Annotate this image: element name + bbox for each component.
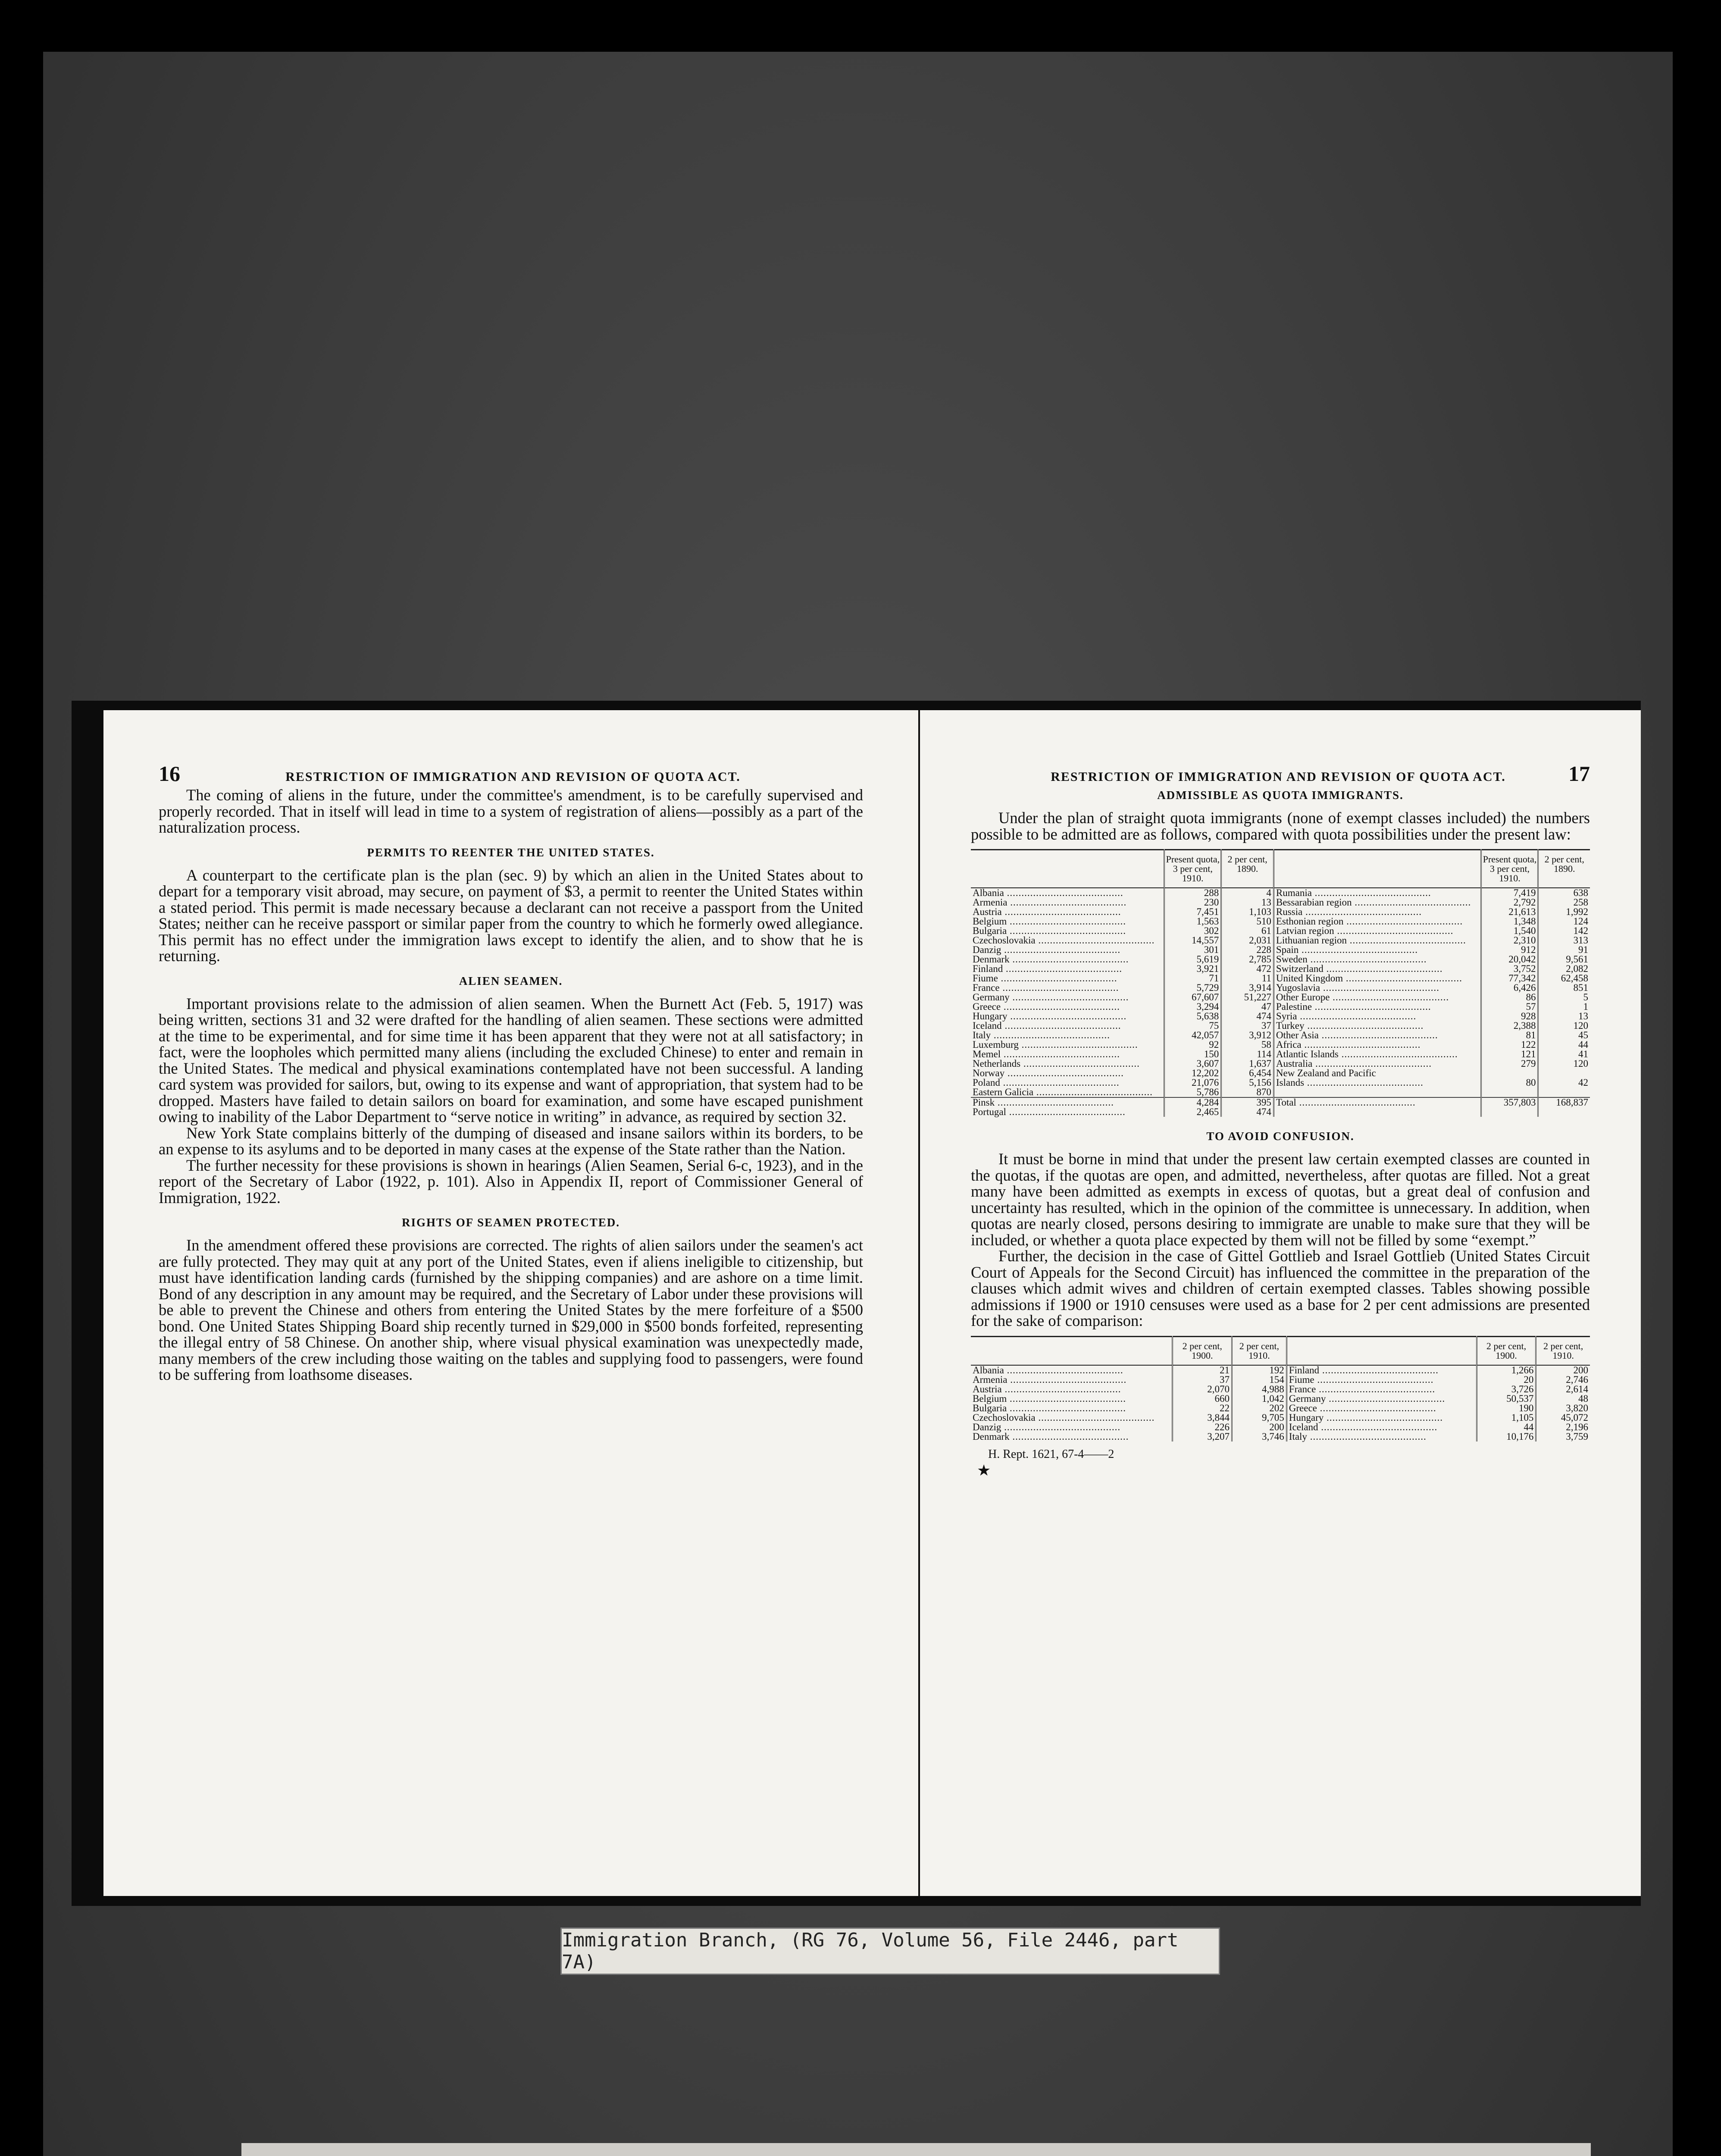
table-cell-country: Denmark ..... bbox=[971, 1432, 1173, 1442]
table-cell-value: 7,451 bbox=[1164, 907, 1221, 917]
table-cell-value: 6,426 bbox=[1481, 983, 1538, 993]
archive-card-backing bbox=[241, 2143, 1591, 2156]
table-row bbox=[971, 1059, 1590, 1069]
table-cell-value: 61 bbox=[1221, 926, 1274, 936]
left-body bbox=[159, 787, 863, 1383]
table-row bbox=[971, 1107, 1590, 1117]
table-cell-country bbox=[1274, 1107, 1481, 1117]
table-cell-value: 77,342 bbox=[1481, 974, 1538, 983]
table-cell-value: 313 bbox=[1538, 936, 1590, 945]
table-cell-value: 302 bbox=[1164, 926, 1221, 936]
table-cell-country: Austria ..... bbox=[971, 1385, 1173, 1394]
table-cell-country: Pinsk ..... bbox=[971, 1097, 1164, 1107]
table-row bbox=[971, 907, 1590, 917]
table-cell-value: 474 bbox=[1221, 1012, 1274, 1021]
table-row bbox=[971, 1078, 1590, 1087]
table-header bbox=[1274, 850, 1481, 888]
table-cell-value: 474 bbox=[1221, 1107, 1274, 1117]
table-cell-value: 851 bbox=[1538, 983, 1590, 993]
table-row bbox=[971, 1097, 1590, 1107]
quota-table-2-body bbox=[971, 1365, 1590, 1442]
table-header: Present quota, 3 per cent, 1910. bbox=[1164, 850, 1221, 888]
table-row bbox=[971, 1050, 1590, 1059]
table-cell-country: Islands ..... bbox=[1274, 1078, 1481, 1087]
table-cell-value: 226 bbox=[1173, 1423, 1232, 1432]
confusion-paragraph-2: Further, the decision in the case of Gittel Gottlieb and Israel Gottlieb (United States Circuit Court of Appeals for the Second Circuit) has influenced the committee in the preparation of the clauses which admit wives and children of certain exempted classes. Tables showing possible admissions if 1900 or 1910 censuses were used as a base for 2 per cent admissions are presented for the sake of comparison: bbox=[971, 1247, 1590, 1329]
heading-avoid-confusion: TO AVOID CONFUSION. bbox=[1206, 1130, 1355, 1143]
table-cell-value: 154 bbox=[1232, 1375, 1287, 1385]
table-header: Present quota, 3 per cent, 1910. bbox=[1481, 850, 1538, 888]
footnote bbox=[971, 1448, 1590, 1461]
table-row bbox=[971, 1365, 1590, 1375]
table-cell-value: 395 bbox=[1221, 1097, 1274, 1107]
table-cell-value: 3,294 bbox=[1164, 1002, 1221, 1012]
table-cell-value bbox=[1538, 1069, 1590, 1078]
table-cell-value: 71 bbox=[1164, 974, 1221, 983]
table-row bbox=[971, 1040, 1590, 1050]
table-cell-value: 2,082 bbox=[1538, 964, 1590, 974]
rights-paragraph: In the amendment offered these provisions are corrected. The rights of alien sailors under the seamen's act are fully protected. They may quit at any port of the United States, even if aliens ineligible to citizenship, but must have identification landing cards (furnished by the shipping companies) and are ashore on a time limit. Bond of any description in any amount may be required, and the Secretary of Labor under these provisions will be able to prevent the Chinese and others from entering the United States by the mere forfeiture of a $500 bond. One United States Shipping Board ship recently turned in $29,000 in $500 bonds forfeited, representing the illegal entry of 58 Chinese. On another ship, where visual physical examination was unexpectedly made, many members of the crew including those waiting on the tables and supplying food to passengers, were found to be suffering from loathsome diseases. bbox=[159, 1236, 863, 1383]
table-cell-country: Albania ..... bbox=[971, 888, 1164, 898]
heading-admissible: ADMISSIBLE AS QUOTA IMMIGRANTS. bbox=[1157, 789, 1404, 802]
table-cell-value: 58 bbox=[1221, 1040, 1274, 1050]
confusion-paragraph-1: It must be borne in mind that under the present law certain exempted classes are counted in the quotas, if the quotas are open, and admitted, nevertheless, after quotas are filled. Not a great many have been admitted as exempts in excess of quotas, but a great deal of confusion and uncertainty has resulted, which in the opinion of the committee is unnecessary. In addition, when quotas are nearly closed, persons desiring to immigrate are unable to make sure that they will be included, or whether a quota place expected by them will not be filled by some “exempt.” bbox=[971, 1150, 1590, 1249]
table-cell-value: 150 bbox=[1164, 1050, 1221, 1059]
admissible-paragraph: Under the plan of straight quota immigrants (none of exempt classes included) the numbers possible to be admitted are as follows, compared with quota possibilities under the present law: bbox=[971, 809, 1590, 843]
table-cell-value: 142 bbox=[1538, 926, 1590, 936]
table-row bbox=[971, 1385, 1590, 1394]
table-row bbox=[971, 1404, 1590, 1413]
table-cell-value: 37 bbox=[1221, 1021, 1274, 1031]
table-cell-value: 5 bbox=[1538, 993, 1590, 1002]
heading-permits: PERMITS TO REENTER THE UNITED STATES. bbox=[367, 846, 655, 859]
table-cell-value: 870 bbox=[1221, 1087, 1274, 1097]
table-cell-country: France ..... bbox=[971, 983, 1164, 993]
table-cell-value: 2,792 bbox=[1481, 898, 1538, 907]
table-cell-country: Memel ..... bbox=[971, 1050, 1164, 1059]
quota-table-1-header bbox=[971, 850, 1590, 888]
table-cell-country: Turkey ..... bbox=[1274, 1021, 1481, 1031]
table-cell-country: Norway ..... bbox=[971, 1069, 1164, 1078]
table-cell-country: Latvian region ..... bbox=[1274, 926, 1481, 936]
table-cell-value: 660 bbox=[1173, 1394, 1232, 1404]
seamen-paragraph-1: Important provisions relate to the admission of alien seamen. When the Burnett Act (Feb. 5, 1917) was being written, sections 31 and 32 were drafted for the handling of alien seamen. These sections were admitted at the time to be experimental, and for sime time it has been apparent that they were not at all satisfactory; in fact, were the loopholes which permitted many aliens (including the excluded Chinese) to enter and remain in the United States. The medical and physical examinations contemplated have not been successful. A landing card system was provided for sailors, but, owing to its expense and want of appropriation, that system had to be dropped. Masters have failed to detain sailors on board for examination, and some have escaped punishment owing to inability of the Labor Department to “serve notice in writing” in advance, as required by section 32. bbox=[159, 994, 863, 1125]
seamen-paragraph-2: New York State complains bitterly of the dumping of diseased and insane sailors within its borders, to be an expense to its asylums and to be deported in many cases at the expense of the State rather than the Nation. bbox=[159, 1124, 863, 1158]
table-row bbox=[971, 1012, 1590, 1021]
archive-reference-label bbox=[560, 1927, 1220, 1975]
table-cell-value: 1,105 bbox=[1477, 1413, 1536, 1423]
table-cell-country: Luxemburg ..... bbox=[971, 1040, 1164, 1050]
table-cell-value: 192 bbox=[1232, 1365, 1287, 1375]
table-cell-country: Yugoslavia ..... bbox=[1274, 983, 1481, 993]
table-row bbox=[971, 1375, 1590, 1385]
table-cell-country: France ..... bbox=[1286, 1385, 1477, 1394]
table-cell-country: Belgium ..... bbox=[971, 1394, 1173, 1404]
table-row bbox=[971, 974, 1590, 983]
table-row bbox=[971, 917, 1590, 926]
table-row bbox=[971, 1069, 1590, 1078]
intro-paragraph: The coming of aliens in the future, under the committee's amendment, is to be carefully supervised and properly recorded. That in itself will lead in time to a system of registration of aliens—possibly as a part of the naturalization process. bbox=[159, 786, 863, 836]
table-row bbox=[971, 888, 1590, 898]
table-cell-value: 21 bbox=[1173, 1365, 1232, 1375]
table-cell-country: Czechoslovakia ..... bbox=[971, 1413, 1173, 1423]
quota-table-2 bbox=[971, 1336, 1590, 1442]
left-page bbox=[103, 710, 918, 1896]
table-cell-value: 2,785 bbox=[1221, 955, 1274, 964]
table-cell-value: 2,031 bbox=[1221, 936, 1274, 945]
table-cell-value: 4 bbox=[1221, 888, 1274, 898]
seamen-paragraph-3: The further necessity for these provisions is shown in hearings (Alien Seamen, Serial 6-c, 1923), and in the report of the Secretary of Labor (1922, p. 101). Also in Appendix II, report of Commissioner General of Immigration, 1922. bbox=[159, 1156, 863, 1206]
quota-table-1-body bbox=[971, 888, 1590, 1117]
table-cell-value: 121 bbox=[1481, 1050, 1538, 1059]
table-cell-country: United Kingdom ..... bbox=[1274, 974, 1481, 983]
table-cell-value: 2,070 bbox=[1173, 1385, 1232, 1394]
table-cell-country: Total ..... bbox=[1274, 1097, 1481, 1107]
table-cell-value: 190 bbox=[1477, 1404, 1536, 1413]
table-cell-value: 62,458 bbox=[1538, 974, 1590, 983]
table-cell-value: 1,103 bbox=[1221, 907, 1274, 917]
table-cell-country: Fiume ..... bbox=[971, 974, 1164, 983]
table-cell-country: Greece ..... bbox=[1286, 1404, 1477, 1413]
left-page-number: 16 bbox=[159, 761, 180, 786]
table-row bbox=[971, 898, 1590, 907]
table-cell-value: 21,076 bbox=[1164, 1078, 1221, 1087]
table-cell-value: 92 bbox=[1164, 1040, 1221, 1050]
table-cell-value: 3,726 bbox=[1477, 1385, 1536, 1394]
table-cell-value: 1,266 bbox=[1477, 1365, 1536, 1375]
table-cell-value: 3,820 bbox=[1536, 1404, 1590, 1413]
table-header: 2 per cent, 1890. bbox=[1538, 850, 1590, 888]
table-cell-value: 3,844 bbox=[1173, 1413, 1232, 1423]
table-row bbox=[971, 926, 1590, 936]
table-cell-value: 5,729 bbox=[1164, 983, 1221, 993]
table-cell-country: Portugal ..... bbox=[971, 1107, 1164, 1117]
table-cell-value: 202 bbox=[1232, 1404, 1287, 1413]
table-cell-value: 1,563 bbox=[1164, 917, 1221, 926]
table-cell-value: 124 bbox=[1538, 917, 1590, 926]
table-cell-value bbox=[1538, 1107, 1590, 1117]
table-header: 2 per cent, 1910. bbox=[1232, 1336, 1287, 1365]
table-cell-value: 81 bbox=[1481, 1031, 1538, 1040]
document-spread bbox=[72, 701, 1641, 1906]
table-header bbox=[971, 1336, 1173, 1365]
table-cell-value bbox=[1481, 1087, 1538, 1097]
table-cell-country: Armenia ..... bbox=[971, 1375, 1173, 1385]
table-cell-value: 5,156 bbox=[1221, 1078, 1274, 1087]
table-cell-country: Finland ..... bbox=[971, 964, 1164, 974]
table-cell-value: 50,537 bbox=[1477, 1394, 1536, 1404]
table-cell-value: 42 bbox=[1538, 1078, 1590, 1087]
table-cell-country: Other Asia ..... bbox=[1274, 1031, 1481, 1040]
table-cell-country: Bulgaria ..... bbox=[971, 1404, 1173, 1413]
table-cell-country: Syria ..... bbox=[1274, 1012, 1481, 1021]
table-row bbox=[971, 983, 1590, 993]
quota-table-1 bbox=[971, 849, 1590, 1117]
table-cell-value: 7,419 bbox=[1481, 888, 1538, 898]
table-cell-country: Fiume ..... bbox=[1286, 1375, 1477, 1385]
table-cell-value: 3,752 bbox=[1481, 964, 1538, 974]
table-cell-value: 2,465 bbox=[1164, 1107, 1221, 1117]
table-cell-value: 13 bbox=[1221, 898, 1274, 907]
right-page bbox=[920, 710, 1641, 1896]
table-cell-value: 638 bbox=[1538, 888, 1590, 898]
right-page-number: 17 bbox=[1568, 761, 1590, 786]
table-cell-country: Rumania ..... bbox=[1274, 888, 1481, 898]
table-row bbox=[971, 936, 1590, 945]
table-cell-country: Netherlands ..... bbox=[971, 1059, 1164, 1069]
table-cell-value: 3,207 bbox=[1173, 1432, 1232, 1442]
table-cell-value: 200 bbox=[1232, 1423, 1287, 1432]
table-header: 2 per cent, 1900. bbox=[1477, 1336, 1536, 1365]
table-cell-value: 13 bbox=[1538, 1012, 1590, 1021]
table-header bbox=[1286, 1336, 1477, 1365]
table-cell-country: Sweden ..... bbox=[1274, 955, 1481, 964]
footnote-text: H. Rept. 1621, 67-4——2 bbox=[988, 1447, 1114, 1461]
table-header: 2 per cent, 1910. bbox=[1536, 1336, 1590, 1365]
table-cell-value: 120 bbox=[1538, 1021, 1590, 1031]
table-cell-value: 44 bbox=[1477, 1423, 1536, 1432]
table-cell-value: 5,619 bbox=[1164, 955, 1221, 964]
table-cell-value: 258 bbox=[1538, 898, 1590, 907]
table-cell-country: New Zealand and Pacific bbox=[1274, 1069, 1481, 1078]
table-cell-value: 45,072 bbox=[1536, 1413, 1590, 1423]
table-cell-value: 288 bbox=[1164, 888, 1221, 898]
heading-rights-seamen: RIGHTS OF SEAMEN PROTECTED. bbox=[401, 1216, 620, 1229]
table-cell-value: 301 bbox=[1164, 945, 1221, 955]
left-running-head bbox=[159, 761, 863, 787]
table-cell-value: 5,786 bbox=[1164, 1087, 1221, 1097]
table-cell-country: Atlantic Islands ..... bbox=[1274, 1050, 1481, 1059]
table-cell-country: Italy ..... bbox=[971, 1031, 1164, 1040]
table-cell-value: 41 bbox=[1538, 1050, 1590, 1059]
table-cell-country: Bulgaria ..... bbox=[971, 926, 1164, 936]
table-cell-country: Africa ..... bbox=[1274, 1040, 1481, 1050]
table-cell-value: 67,607 bbox=[1164, 993, 1221, 1002]
table-cell-value bbox=[1481, 1069, 1538, 1078]
table-cell-value: 86 bbox=[1481, 993, 1538, 1002]
table-cell-value: 10,176 bbox=[1477, 1432, 1536, 1442]
right-running-head bbox=[971, 761, 1590, 787]
table-cell-value: 75 bbox=[1164, 1021, 1221, 1031]
table-cell-value: 37 bbox=[1173, 1375, 1232, 1385]
table-cell-value: 120 bbox=[1538, 1059, 1590, 1069]
table-cell-value: 510 bbox=[1221, 917, 1274, 926]
table-cell-value: 2,614 bbox=[1536, 1385, 1590, 1394]
table-cell-country: Hungary ..... bbox=[1286, 1413, 1477, 1423]
table-cell-country: Iceland ..... bbox=[1286, 1423, 1477, 1432]
table-cell-country: Australia ..... bbox=[1274, 1059, 1481, 1069]
table-row bbox=[971, 1413, 1590, 1423]
table-cell-value bbox=[1538, 1087, 1590, 1097]
table-cell-value: 45 bbox=[1538, 1031, 1590, 1040]
table-cell-value: 51,227 bbox=[1221, 993, 1274, 1002]
table-cell-value: 47 bbox=[1221, 1002, 1274, 1012]
table-cell-country: Czechoslovakia ..... bbox=[971, 936, 1164, 945]
table-cell-country: Finland ..... bbox=[1286, 1365, 1477, 1375]
table-cell-value: 228 bbox=[1221, 945, 1274, 955]
table-cell-value: 21,613 bbox=[1481, 907, 1538, 917]
table-cell-country: Greece ..... bbox=[971, 1002, 1164, 1012]
table-cell-country: Danzig ..... bbox=[971, 1423, 1173, 1432]
table-row bbox=[971, 1021, 1590, 1031]
table-cell-value: 6,454 bbox=[1221, 1069, 1274, 1078]
table-cell-value: 472 bbox=[1221, 964, 1274, 974]
table-cell-country: Palestine ..... bbox=[1274, 1002, 1481, 1012]
right-running-title: RESTRICTION OF IMMIGRATION AND REVISION OF QUOTA ACT. bbox=[1051, 770, 1506, 784]
table-cell-value: 5,638 bbox=[1164, 1012, 1221, 1021]
table-row bbox=[971, 955, 1590, 964]
table-row bbox=[971, 1087, 1590, 1097]
table-cell-country: Eastern Galicia ..... bbox=[971, 1087, 1164, 1097]
table-cell-value: 1,637 bbox=[1221, 1059, 1274, 1069]
table-cell-value: 1,540 bbox=[1481, 926, 1538, 936]
heading-alien-seamen: ALIEN SEAMEN. bbox=[459, 974, 563, 987]
right-body bbox=[971, 789, 1590, 1479]
table-cell-country: Switzerland ..... bbox=[1274, 964, 1481, 974]
table-cell-value: 200 bbox=[1536, 1365, 1590, 1375]
table-cell-value: 1,992 bbox=[1538, 907, 1590, 917]
table-cell-value: 4,284 bbox=[1164, 1097, 1221, 1107]
table-row bbox=[971, 964, 1590, 974]
table-cell-value: 91 bbox=[1538, 945, 1590, 955]
table-cell-value: 80 bbox=[1481, 1078, 1538, 1087]
table-cell-value: 279 bbox=[1481, 1059, 1538, 1069]
table-row bbox=[971, 1002, 1590, 1012]
table-cell-country bbox=[1274, 1087, 1481, 1097]
table-header: 2 per cent, 1900. bbox=[1173, 1336, 1232, 1365]
table-cell-value: 168,837 bbox=[1538, 1097, 1590, 1107]
left-running-title: RESTRICTION OF IMMIGRATION AND REVISION OF QUOTA ACT. bbox=[285, 770, 741, 784]
table-cell-value: 1 bbox=[1538, 1002, 1590, 1012]
table-cell-country: Denmark ..... bbox=[971, 955, 1164, 964]
table-cell-country: Iceland ..... bbox=[971, 1021, 1164, 1031]
table-cell-value: 114 bbox=[1221, 1050, 1274, 1059]
table-cell-value: 3,759 bbox=[1536, 1432, 1590, 1442]
table-cell-value: 9,705 bbox=[1232, 1413, 1287, 1423]
table-cell-value: 12,202 bbox=[1164, 1069, 1221, 1078]
table-cell-country: Belgium ..... bbox=[971, 917, 1164, 926]
table-cell-country: Albania ..... bbox=[971, 1365, 1173, 1375]
table-cell-value: 11 bbox=[1221, 974, 1274, 983]
table-cell-value: 57 bbox=[1481, 1002, 1538, 1012]
table-cell-value: 928 bbox=[1481, 1012, 1538, 1021]
table-cell-value: 20 bbox=[1477, 1375, 1536, 1385]
table-cell-value: 3,746 bbox=[1232, 1432, 1287, 1442]
table-cell-value: 2,196 bbox=[1536, 1423, 1590, 1432]
table-cell-value: 4,988 bbox=[1232, 1385, 1287, 1394]
table-cell-value: 1,348 bbox=[1481, 917, 1538, 926]
table-cell-value: 9,561 bbox=[1538, 955, 1590, 964]
table-cell-country: Armenia ..... bbox=[971, 898, 1164, 907]
archive-reference-text: Immigration Branch, (RG 76, Volume 56, File 2446, part 7A) bbox=[562, 1929, 1179, 1973]
table-cell-value: 2,746 bbox=[1536, 1375, 1590, 1385]
table-row bbox=[971, 1031, 1590, 1040]
table-cell-country: Bessarabian region ..... bbox=[1274, 898, 1481, 907]
table-cell-country: Austria ..... bbox=[971, 907, 1164, 917]
table-cell-value: 3,914 bbox=[1221, 983, 1274, 993]
table-cell-value: 3,912 bbox=[1221, 1031, 1274, 1040]
table-row bbox=[971, 1432, 1590, 1442]
table-row bbox=[971, 1423, 1590, 1432]
table-cell-country: Hungary ..... bbox=[971, 1012, 1164, 1021]
table-cell-value: 48 bbox=[1536, 1394, 1590, 1404]
table-cell-value bbox=[1481, 1107, 1538, 1117]
table-cell-value: 22 bbox=[1173, 1404, 1232, 1413]
table-cell-value: 1,042 bbox=[1232, 1394, 1287, 1404]
table-header bbox=[971, 850, 1164, 888]
table-cell-value: 357,803 bbox=[1481, 1097, 1538, 1107]
table-header: 2 per cent, 1890. bbox=[1221, 850, 1274, 888]
permits-paragraph: A counterpart to the certificate plan is the plan (sec. 9) by which an alien in the United States about to depart for a temporary visit abroad, may secure, on payment of $3, a permit to reenter the United States within a stated period. This permit is made necessary because a declarant can not receive a passport from the United States; neither can he receive passport or similar paper from the country to which he formerly owed allegiance. This permit has no effect under the immigration laws except to identify the alien, and to show that he is returning. bbox=[159, 866, 863, 965]
table-cell-country: Lithuanian region ..... bbox=[1274, 936, 1481, 945]
table-cell-country: Poland ..... bbox=[971, 1078, 1164, 1087]
table-cell-country: Italy ..... bbox=[1286, 1432, 1477, 1442]
table-cell-value: 122 bbox=[1481, 1040, 1538, 1050]
table-row bbox=[971, 993, 1590, 1002]
table-cell-country: Germany ..... bbox=[1286, 1394, 1477, 1404]
table-cell-value: 20,042 bbox=[1481, 955, 1538, 964]
table-cell-value: 912 bbox=[1481, 945, 1538, 955]
table-cell-value: 14,557 bbox=[1164, 936, 1221, 945]
table-cell-value: 3,921 bbox=[1164, 964, 1221, 974]
table-cell-country: Esthonian region ..... bbox=[1274, 917, 1481, 926]
star-mark: ★ bbox=[977, 1461, 991, 1479]
table-cell-value: 2,310 bbox=[1481, 936, 1538, 945]
table-row bbox=[971, 945, 1590, 955]
table-cell-country: Danzig ..... bbox=[971, 945, 1164, 955]
table-cell-country: Other Europe ..... bbox=[1274, 993, 1481, 1002]
table-cell-country: Spain ..... bbox=[1274, 945, 1481, 955]
table-cell-value: 44 bbox=[1538, 1040, 1590, 1050]
table-cell-country: Russia ..... bbox=[1274, 907, 1481, 917]
table-cell-value: 42,057 bbox=[1164, 1031, 1221, 1040]
table-row bbox=[971, 1394, 1590, 1404]
table-cell-value: 3,607 bbox=[1164, 1059, 1221, 1069]
quota-table-2-header bbox=[971, 1336, 1590, 1365]
table-cell-country: Germany ..... bbox=[971, 993, 1164, 1002]
table-cell-value: 2,388 bbox=[1481, 1021, 1538, 1031]
table-cell-value: 230 bbox=[1164, 898, 1221, 907]
